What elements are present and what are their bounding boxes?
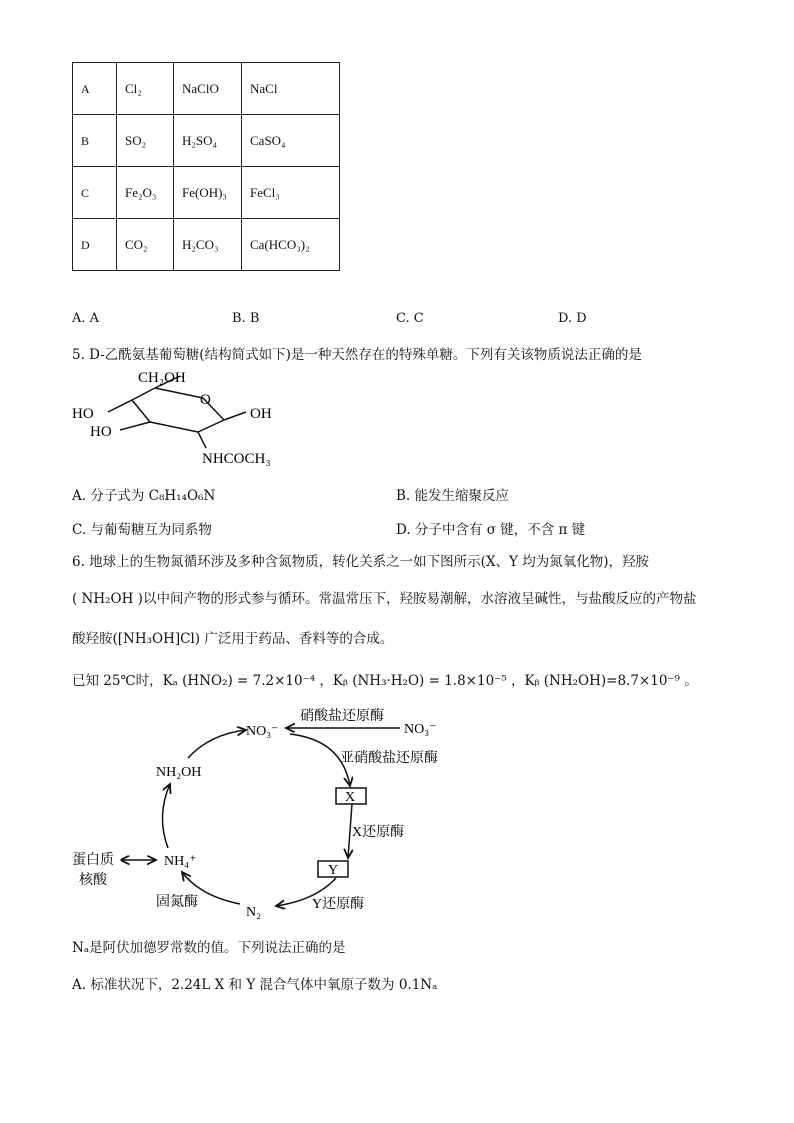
table-cell: H₂SO₄ (174, 115, 242, 167)
table-cell: Fe₂O₃ (117, 167, 174, 219)
row-label: A (81, 81, 90, 96)
nh4-label: NH₄⁺ (164, 854, 197, 869)
row-label: B (81, 133, 90, 148)
y-label: Y (328, 863, 339, 878)
hydroxyl-left-label: HO (72, 406, 94, 422)
q6-line-1: 6. 地球上的生物氮循环涉及多种含氮物质，转化关系之一如下图所示(X、Y 均为氮氧化物)，羟胺 (72, 554, 650, 570)
table-cell: FeCl₃ (242, 167, 340, 219)
table-cell: Cl₂ (117, 63, 174, 115)
nitrogen-cycle-diagram (60, 700, 480, 925)
nitrate-reductase-label: 硝酸盐还原酶 (300, 709, 384, 724)
nh2oh-label: NH₂OH (156, 765, 202, 780)
q6-line-2: ( NH₂OH )以中间产物的形式参与循环。常温常压下，羟胺易潮解，水溶液呈碱性，与盐酸反应的产物盐 (72, 591, 697, 607)
nitrogenase-label: 固氮酶 (156, 895, 198, 910)
table-row (73, 167, 340, 219)
table-row (73, 63, 340, 115)
q4-option-a: A. A (72, 311, 100, 326)
no3-right-label: NO₃⁻ (404, 722, 437, 737)
table-cell: NaCl (242, 63, 340, 115)
x-label: X (345, 790, 356, 805)
row-label: D (81, 237, 90, 252)
glucosamine-structure (60, 362, 320, 474)
q6-option-a: A. 标准状况下，2.24L X 和 Y 混合气体中氧原子数为 0.1Nₐ (72, 977, 438, 993)
table-cell: NaClO (174, 63, 242, 115)
q6-line-3: 酸羟胺([NH₃OH]Cl) 广泛用于药品、香料等的合成。 (72, 631, 394, 647)
q6-avogadro-line: Nₐ是阿伏加德罗常数的值。下列说法正确的是 (72, 940, 346, 956)
hydroxyl-right-label: OH (250, 406, 272, 422)
table-cell: Fe(OH)₃ (174, 167, 242, 219)
nitrite-reductase-label: 亚硝酸盐还原酶 (340, 751, 438, 766)
table-row (73, 219, 340, 271)
table-cell: SO₂ (117, 115, 174, 167)
q5-stem: 5. D-乙酰氨基葡萄糖(结构简式如下)是一种天然存在的特殊单糖。下列有关该物质说法正确的是 (72, 347, 642, 363)
q6-line-4: 已知 25℃时，Kₐ (HNO₂) = 7.2×10⁻⁴ ，Kᵦ (NH₃·H₂O) = 1.8×10⁻⁵ ，Kᵦ (NH₂OH)=8.7×10⁻⁹ 。 (72, 673, 698, 689)
y-reductase-label: Y还原酶 (312, 897, 365, 912)
x-reductase-label: X还原酶 (352, 825, 405, 840)
q4-option-c: C. C (396, 311, 424, 326)
table-cell: CaSO₄ (242, 115, 340, 167)
hydroxyl-lower-label: HO (90, 424, 112, 440)
reagent-table (72, 62, 340, 271)
protein-label: 蛋白质 (72, 853, 114, 868)
table-cell: CO₂ (117, 219, 174, 271)
q5-option-b: B. 能发生缩聚反应 (396, 488, 510, 504)
amide-label: NHCOCH₃ (202, 451, 271, 467)
n2-label: N₂ (246, 905, 261, 920)
no3-top-label: NO₃⁻ (246, 724, 279, 739)
nucleic-acid-label: 核酸 (79, 873, 107, 888)
ch2oh-label: CH₂OH (138, 370, 186, 386)
table-cell: Ca(HCO₃)₂ (242, 219, 340, 271)
row-label: C (81, 185, 90, 200)
table-cell: H₂CO₃ (174, 219, 242, 271)
q5-option-a: A. 分子式为 C₈H₁₄O₆N (72, 488, 216, 504)
ring-oxygen-label: O (200, 392, 211, 408)
q4-option-d: D. D (558, 311, 587, 326)
q5-option-d: D. 分子中含有 σ 键，不含 π 键 (396, 522, 586, 538)
q4-option-b: B. B (232, 311, 260, 326)
table-row (73, 115, 340, 167)
q5-option-c: C. 与葡萄糖互为同系物 (72, 522, 212, 538)
